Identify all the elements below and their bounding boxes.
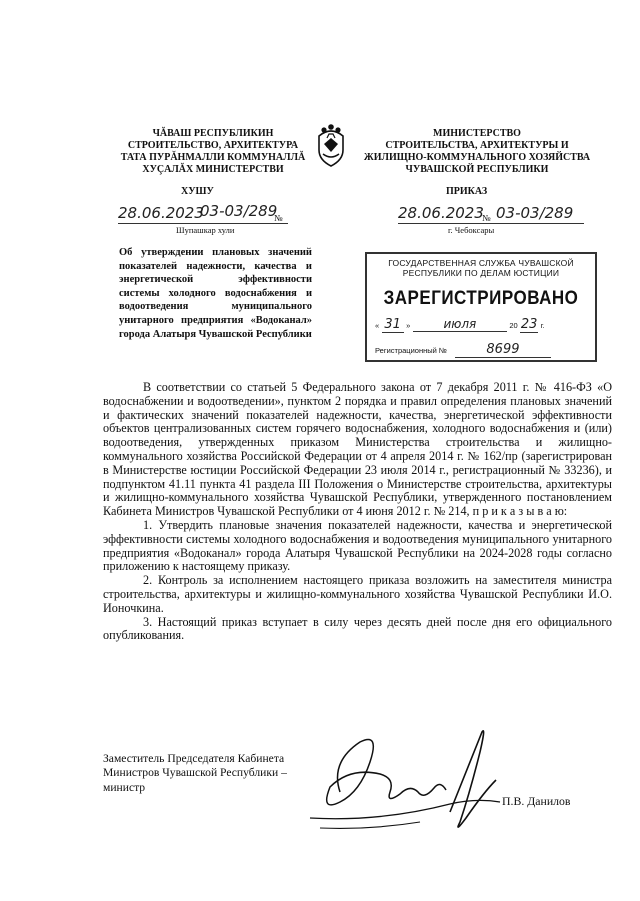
stamp-agency-line: РЕСПУБЛИКИ ПО ДЕЛАМ ЮСТИЦИИ (402, 268, 560, 278)
order-number-left: 03-03/289 (200, 202, 278, 220)
body-item-3: 3. Настоящий приказ вступает в силу через десять дней после дня его официального опубликования. (103, 614, 612, 643)
header-right-line: ЖИЛИЩНО-КОММУНАЛЬНОГО ХОЗЯЙСТВА (363, 152, 591, 163)
header-left-line: ТАТА ПУРĂНМАЛЛИ КОММУНАЛЛĂ (120, 152, 306, 163)
stamp-reg-number: 8699 (455, 342, 551, 358)
order-line-left (118, 202, 288, 224)
stamp-quote: « (375, 321, 380, 330)
stamp-reg-label: Регистрационный № (375, 346, 447, 355)
signature-position-line: Заместитель Председателя Кабинета (103, 752, 285, 765)
header-left-line: ХУÇАЛĂХ МИНИСТЕРСТВИ (142, 164, 284, 175)
stamp-day: 31 (382, 317, 404, 333)
signature-name: П.В. Данилов (502, 794, 571, 808)
header-left (120, 128, 306, 176)
header-left-line: СТРОИТЕЛЬСТВО, АРХИТЕКТУРА (127, 140, 299, 151)
handwritten-signature (300, 722, 510, 840)
stamp-year: 23 (520, 317, 538, 332)
header-right (362, 128, 592, 176)
order-word-right: ПРИКАЗ (446, 186, 488, 197)
body-order-word: п р и к а з ы в а ю: (472, 504, 568, 519)
registration-stamp (365, 252, 597, 362)
header-right-line: МИНИСТЕРСТВО (433, 128, 521, 139)
header-right-line: ЧУВАШСКОЙ РЕСПУБЛИКИ (405, 164, 549, 175)
order-place-left: Шупашкар хули (176, 225, 235, 235)
stamp-quote: » (406, 321, 411, 330)
stamp-agency-line: ГОСУДАРСТВЕННАЯ СЛУЖБА ЧУВАШСКОЙ (388, 258, 574, 268)
order-underline-left (118, 223, 288, 224)
order-underline-right (398, 223, 584, 224)
body-intro-paragraph (103, 381, 612, 519)
stamp-year-g: г. (540, 321, 545, 330)
order-word-left: ХУШУ (181, 186, 214, 197)
stamp-date-line (375, 317, 587, 333)
signature-position-line: министр (103, 780, 146, 794)
coat-of-arms-emblem (315, 122, 347, 168)
body-item-1: 1. Утвердить плановые значения показателей надежности, качества и энергетической эффективности системы холодного водоснабжения и водоотведения муниципального унитарного предприятия «Водоканал» города Алатыря Чувашской Республики на 2024-2028 годы согласно приложению к настоящему приказу. (103, 517, 612, 574)
header-right-line: СТРОИТЕЛЬСТВА, АРХИТЕКТУРЫ И (385, 140, 569, 151)
body-intro: В соответствии со статьей 5 Федерального закона от 7 декабря 2011 г. № 416-ФЗ «О водоснабжении и водоотведении», пунктом 2 порядка и правил определения плановых значений и фактических значений показателей надежности, качества, энергетической эффективности объектов централизованных систем горячего водоснабжения, холодного водоснабжения и (или) водоотведения, утвержденных приказом Министерства строительства и жилищно-коммунального хозяйства Российской Федерации от 4 апреля 2014 г. № 162/пр (зарегистрирован в Министерстве юстиции Российской Федерации 23 июля 2014 г., регистрационный № 33236), и подпунктом 41.11 пункта 41 раздела III Положения о Министерстве строительства, архитектуры и жилищно-коммунального хозяйства Чувашской Республики, утвержденного постановлением Кабинета Министров Чувашской Республики от 4 июня 2012 г. № 214, (103, 380, 612, 519)
stamp-month: июля (413, 317, 507, 332)
document-title: Об утверждении плановых значений показателей надежности, качества и энергетической эффективности системы холодного водоснабжения и водоотведения муниципального унитарного предприятия «Водоканал» города Алатыря Чувашской Республики (119, 247, 312, 340)
order-line-right (398, 204, 584, 224)
order-date-left: 28.06.2023 (118, 204, 204, 222)
signature-position-line: Министров Чувашской Республики – (103, 766, 287, 780)
header-left-line: ЧĂВАШ РЕСПУБЛИКИН (152, 128, 274, 139)
order-date-right: 28.06.2023 (398, 204, 484, 222)
order-place-right: г. Чебоксары (448, 225, 495, 235)
stamp-year-prefix: 20 (509, 321, 518, 330)
order-number-right: 03-03/289 (496, 204, 574, 222)
stamp-reg-line (375, 340, 587, 356)
order-no-sign-left: № (274, 213, 283, 223)
stamp-registered: ЗАРЕГИСТРИРОВАНО (383, 286, 579, 309)
document-body (103, 381, 612, 643)
signature-position (103, 752, 333, 795)
order-no-sign-right: № (482, 213, 491, 223)
body-item-2: 2. Контроль за исполнением настоящего приказа возложить на заместителя министра строительства, архитектуры и жилищно-коммунального хозяйства Чувашской Республики И.О. Ионочкина. (103, 573, 612, 615)
